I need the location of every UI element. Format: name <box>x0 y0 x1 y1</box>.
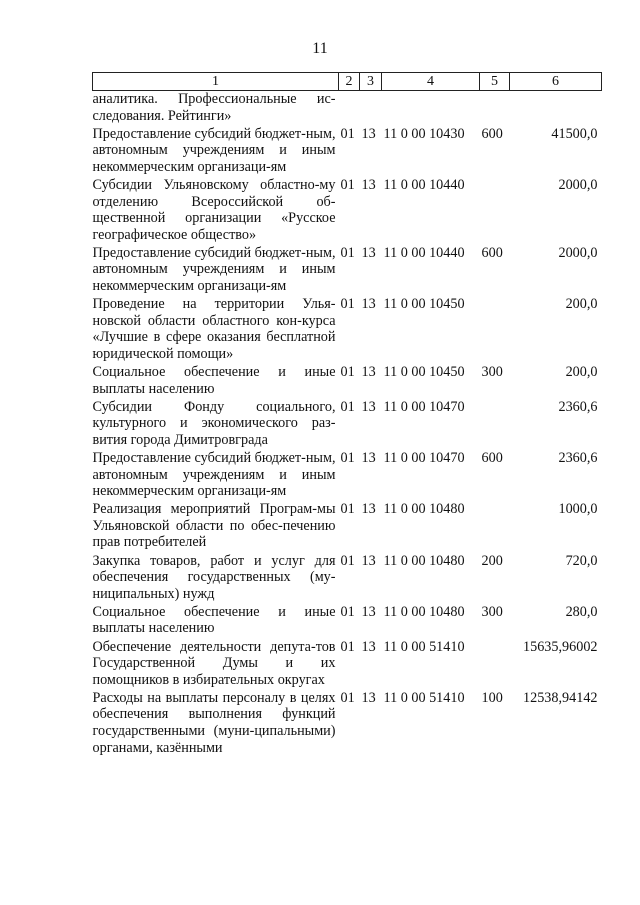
row-name: Субсидии Ульяновскому областно-му отделению Всероссийской об-щественной организации «Русское географическое общество» <box>92 176 336 243</box>
table-row <box>93 553 602 604</box>
table-row <box>93 450 602 501</box>
row-name: Обеспечение деятельности депута-тов Государственной Думы и их помощников в избирательных округах <box>92 638 336 688</box>
row-amount: 2360,6 <box>558 449 598 466</box>
row-section-code <box>339 91 360 126</box>
row-expense-type: 600 <box>481 244 503 261</box>
table-body <box>93 91 602 758</box>
row-subsection-code: 13 <box>361 364 376 380</box>
budget-table <box>92 72 602 758</box>
row-target-article: 11 0 00 10450 <box>383 364 465 380</box>
header-col-section: 2 <box>339 73 360 91</box>
row-name: Социальное обеспечение и иные выплаты населению <box>92 603 336 637</box>
row-amount: 280,0 <box>565 603 598 620</box>
row-subsection-code: 13 <box>361 638 376 655</box>
row-target-article: 11 0 00 10450 <box>383 296 465 313</box>
table-row <box>93 639 602 690</box>
row-target-article: 11 0 00 10480 <box>383 501 465 518</box>
row-subsection-code: 13 <box>361 552 376 569</box>
row-name: Реализация мероприятий Програм-мы Ульяновской области по обес-печению прав потребителей <box>92 501 336 551</box>
row-name: Предоставление субсидий бюджет-ным, автономным учреждениям и иным некоммерческим организаци-ям <box>92 244 336 295</box>
row-subsection-code: 13 <box>361 501 376 518</box>
row-section-code: 01 <box>340 638 355 655</box>
table-row <box>93 604 602 639</box>
row-expense-type: 600 <box>481 125 503 142</box>
row-section-code: 01 <box>340 501 355 518</box>
row-subsection-code: 13 <box>361 449 376 466</box>
row-expense-type: 200 <box>481 552 503 569</box>
row-target-article: 11 0 00 10440 <box>383 244 465 261</box>
row-target-article: 11 0 00 10430 <box>383 125 465 142</box>
row-subsection-code: 13 <box>361 176 376 193</box>
row-amount: 41500,0 <box>551 125 598 142</box>
row-section-code: 01 <box>340 398 355 415</box>
row-name: Предоставление субсидий бюджет-ным, автономным учреждениям и иным некоммерческим организаци-ям <box>92 125 336 175</box>
row-subsection-code: 13 <box>361 125 376 142</box>
row-section-code: 01 <box>340 689 355 706</box>
header-col-expense-type: 5 <box>480 73 510 91</box>
row-target-article: 11 0 00 10440 <box>383 176 465 193</box>
row-subsection-code: 13 <box>361 603 376 620</box>
row-expense-type: 300 <box>481 603 503 620</box>
table-header <box>93 73 602 91</box>
row-target-article: 11 0 00 10480 <box>383 603 465 620</box>
row-name: Закупка товаров, работ и услуг для обеспечения государственных (му-ниципальных) нужд <box>92 552 336 602</box>
table-row <box>93 364 602 399</box>
row-expense-type <box>480 177 510 245</box>
row-name: Предоставление субсидий бюджет-ным, автономным учреждениям и иным некоммерческим организаци-ям <box>92 449 336 500</box>
row-amount: 2360,6 <box>558 398 598 415</box>
row-subsection-code: 13 <box>361 244 376 261</box>
row-expense-type <box>480 639 510 690</box>
row-amount: 12538,94142 <box>523 689 598 706</box>
row-amount: 2000,0 <box>558 244 598 261</box>
row-amount: 15635,96002 <box>523 638 598 655</box>
row-name: Социальное обеспечение и иные выплаты населению <box>92 364 336 397</box>
row-amount: 200,0 <box>565 296 598 313</box>
row-amount: 200,0 <box>565 364 598 380</box>
row-amount: 1000,0 <box>558 501 598 518</box>
table-row <box>93 177 602 245</box>
row-name: аналитика. Профессиональные ис-следования. Рейтинги» <box>92 91 336 124</box>
row-section-code: 01 <box>340 449 355 466</box>
row-amount: 720,0 <box>565 552 598 569</box>
row-target-article: 11 0 00 51410 <box>383 689 465 706</box>
row-target-article: 11 0 00 10480 <box>383 552 465 569</box>
row-section-code: 01 <box>340 364 355 380</box>
header-col-name: 1 <box>93 73 339 91</box>
row-section-code: 01 <box>340 296 355 313</box>
row-section-code: 01 <box>340 552 355 569</box>
table-row <box>93 245 602 296</box>
row-target-article <box>382 91 480 126</box>
table-row <box>93 501 602 552</box>
header-row <box>93 73 602 91</box>
row-target-article: 11 0 00 51410 <box>383 638 465 655</box>
row-subsection-code: 13 <box>361 689 376 706</box>
row-expense-type: 300 <box>481 364 503 380</box>
header-col-amount: 6 <box>510 73 602 91</box>
row-section-code: 01 <box>340 176 355 193</box>
row-subsection-code <box>360 91 382 126</box>
row-section-code: 01 <box>340 244 355 261</box>
header-col-target-article: 4 <box>382 73 480 91</box>
row-name: Субсидии Фонду социального, культурного и экономического раз-вития города Димитровграда <box>92 398 336 448</box>
row-expense-type <box>480 501 510 552</box>
row-name: Проведение на территории Улья-новской области областного кон-курса «Лучшие в сфере оказания бесплатной юридической помощи» <box>92 296 336 362</box>
row-target-article: 11 0 00 10470 <box>383 398 465 415</box>
row-section-code: 01 <box>340 125 355 142</box>
table-row <box>93 126 602 177</box>
row-expense-type: 100 <box>481 689 503 706</box>
row-section-code: 01 <box>340 603 355 620</box>
page-number: 11 <box>312 40 328 57</box>
row-amount <box>510 91 602 126</box>
row-amount: 2000,0 <box>558 176 598 193</box>
table-row <box>93 296 602 364</box>
row-expense-type <box>480 91 510 126</box>
table-row <box>93 690 602 758</box>
row-subsection-code: 13 <box>361 296 376 313</box>
header-col-subsection: 3 <box>360 73 382 91</box>
row-subsection-code: 13 <box>361 398 376 415</box>
row-expense-type <box>480 296 510 364</box>
row-target-article: 11 0 00 10470 <box>383 449 465 466</box>
table-row <box>93 399 602 450</box>
row-expense-type: 600 <box>481 449 503 466</box>
row-expense-type <box>480 399 510 450</box>
table-row <box>93 91 602 126</box>
row-name: Расходы на выплаты персоналу в целях обеспечения выполнения функций государственными (муни-ципальными) органами, казёнными <box>92 689 336 756</box>
